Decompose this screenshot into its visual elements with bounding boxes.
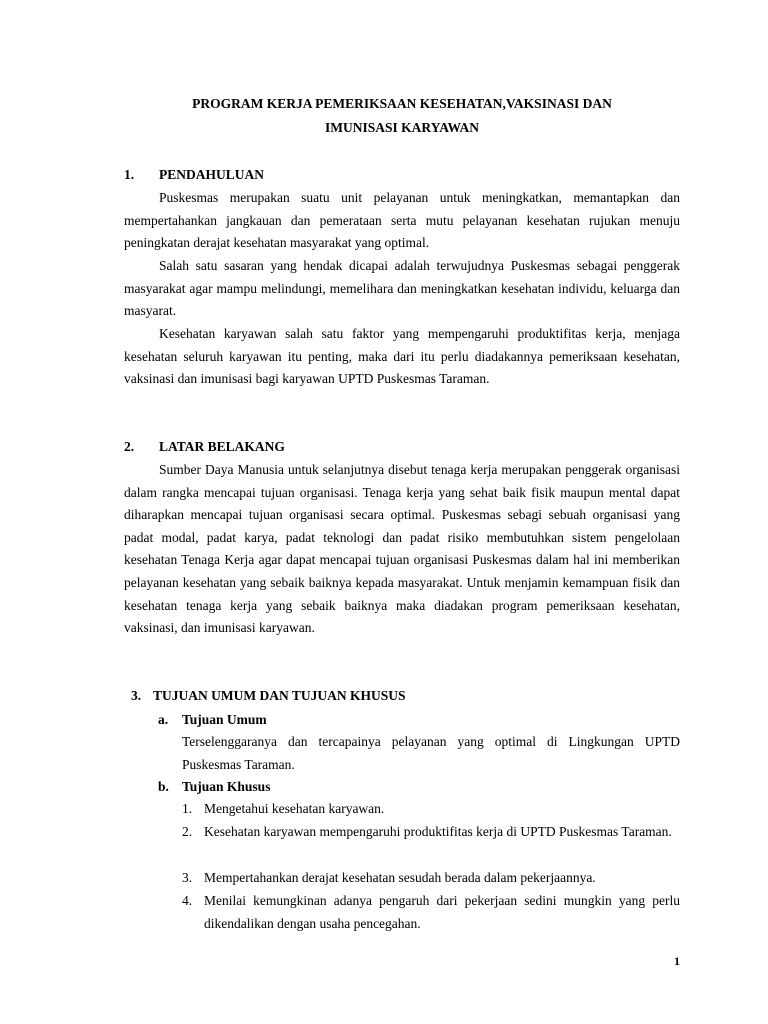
- sub-heading-tujuan-umum: [158, 710, 267, 730]
- sub-heading-tujuan-khusus: [158, 777, 270, 797]
- section-number: 2.: [124, 439, 135, 454]
- list-item-text: Mempertahankan derajat kesehatan sesudah berada dalam pekerjaannya.: [204, 870, 596, 885]
- sub-heading-title: Tujuan Khusus: [182, 779, 271, 794]
- list-item: [182, 867, 680, 890]
- section-number: 3.: [131, 688, 142, 703]
- list-item-text: Mengetahui kesehatan karyawan.: [204, 801, 385, 816]
- paragraph: Salah satu sasaran yang hendak dicapai adalah terwujudnya Puskesmas sebagai penggerak masyarakat agar mampu melindungi, memelihara dan meningkatkan kesehatan individu, keluarga dan masyarat.: [124, 258, 680, 319]
- section-heading-tujuan: [131, 686, 406, 706]
- paragraph: Kesehatan karyawan salah satu faktor yang mempengaruhi produktifitas kerja, menjaga kesehatan seluruh karyawan itu penting, maka dari itu perlu diadakannya pemeriksaan kesehatan, vaksinasi dan imunisasi bagi karyawan UPTD Puskesmas Taraman.: [124, 326, 680, 387]
- section-title: PENDAHULUAN: [159, 167, 265, 182]
- sub-heading-letter: a.: [158, 712, 169, 727]
- title-line-2: IMUNISASI KARYAWAN: [325, 120, 479, 135]
- sub-heading-letter: b.: [158, 779, 169, 794]
- list-item-number: 3.: [182, 870, 193, 885]
- section-title: TUJUAN UMUM DAN TUJUAN KHUSUS: [153, 688, 406, 703]
- sub-heading-title: Tujuan Umum: [182, 712, 267, 727]
- list-item-text: Kesehatan karyawan mempengaruhi produktifitas kerja di UPTD Puskesmas Taraman.: [204, 824, 672, 839]
- list-item: [182, 798, 680, 821]
- list-item: [182, 890, 680, 935]
- list-item-number: 1.: [182, 801, 193, 816]
- section-heading-pendahuluan: [124, 165, 264, 185]
- document-title: [124, 92, 680, 140]
- paragraph: Terselenggaranya dan tercapainya pelayanan yang optimal di Lingkungan UPTD Puskesmas Taraman.: [182, 734, 680, 772]
- paragraph: Puskesmas merupakan suatu unit pelayanan untuk meningkatkan, memantapkan dan mempertahankan jangkauan dan pemerataan serta mutu pelayanan kesehatan rujukan menuju peningkatan derajat kesehatan masyarakat yang optimal.: [124, 190, 680, 251]
- section-number: 1.: [124, 167, 135, 182]
- title-line-1: PROGRAM KERJA PEMERIKSAAN KESEHATAN,VAKSINASI DAN: [192, 96, 612, 111]
- paragraph: Sumber Daya Manusia untuk selanjutnya disebut tenaga kerja merupakan penggerak organisasi dalam rangka mencapai tujuan organisasi. Tenaga kerja yang sehat baik fisik maupun mental dapat diharapkan mencapai tujuan organisasi secara optimal. Puskesmas sebagi sebuah organisasi yang padat modal, padat karya, padat teknologi dan padat risiko membutuhkan sistem pengelolaan kesehatan Tenaga Kerja agar dapat mencapai tujuan organisasi Puskesmas dalam hal ini memberikan pelayanan kesehatan yang sebaik baiknya kepada masyarakat. Untuk menjamin kemampuan fisik dan kesehatan tenaga kerja yang sebaik baiknya maka diadakan program pemeriksaan kesehatan, vaksinasi, dan imunisasi karyawan.: [124, 462, 680, 636]
- section-heading-latar-belakang: [124, 437, 285, 457]
- list-item: [182, 821, 680, 844]
- section-title: LATAR BELAKANG: [159, 439, 285, 454]
- list-item-number: 4.: [182, 893, 193, 908]
- page-number: 1: [674, 954, 680, 968]
- list-item-number: 2.: [182, 824, 193, 839]
- list-item-text: Menilai kemungkinan adanya pengaruh dari pekerjaan sedini mungkin yang perlu dikendalikan dengan usaha pencegahan.: [204, 893, 680, 931]
